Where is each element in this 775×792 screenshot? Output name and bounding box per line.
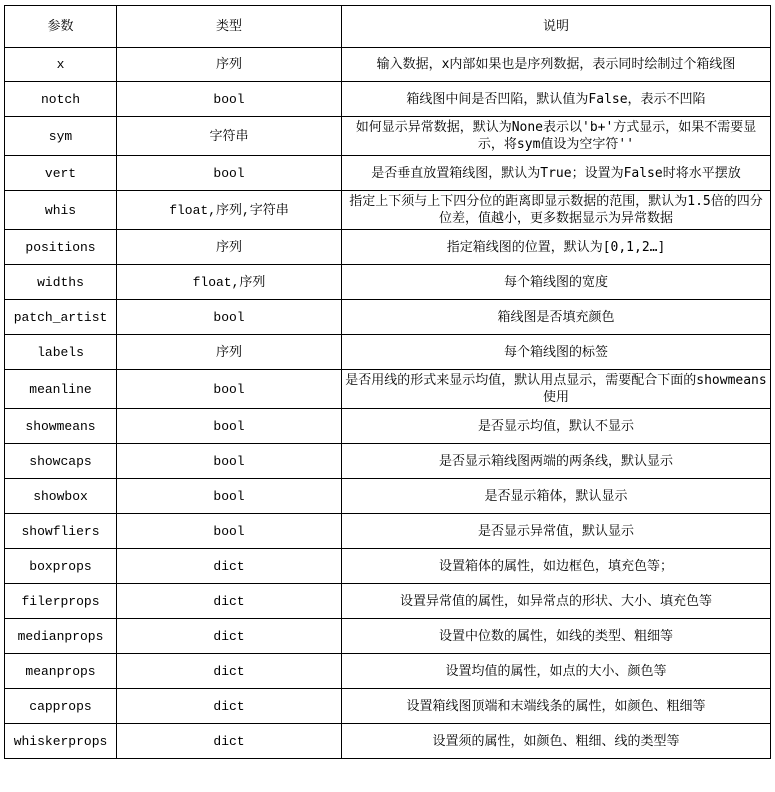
type-cell: 序列 (117, 230, 342, 265)
param-cell: x (5, 48, 117, 82)
table-row (5, 335, 771, 370)
description-cell: 箱线图中间是否凹陷，默认值为False，表示不凹陷 (342, 82, 771, 117)
table-row (5, 689, 771, 724)
table-row (5, 619, 771, 654)
type-cell: dict (117, 549, 342, 584)
table-row (5, 48, 771, 82)
description-cell: 每个箱线图的标签 (342, 335, 771, 370)
table-header-row (5, 6, 771, 48)
type-cell: bool (117, 444, 342, 479)
table-row (5, 549, 771, 584)
description-cell: 是否显示箱体，默认显示 (342, 479, 771, 514)
param-cell: vert (5, 156, 117, 191)
type-cell: bool (117, 82, 342, 117)
table-row (5, 584, 771, 619)
param-cell: medianprops (5, 619, 117, 654)
param-cell: showbox (5, 479, 117, 514)
table-row (5, 191, 771, 230)
header-type: 类型 (117, 6, 342, 48)
description-cell: 如何显示异常数据，默认为None表示以'b+'方式显示，如果不需要显示，将sym值设为空字符'' (342, 117, 771, 156)
description-cell: 输入数据，x内部如果也是序列数据，表示同时绘制过个箱线图 (342, 48, 771, 82)
description-cell: 设置异常值的属性，如异常点的形状、大小、填充色等 (342, 584, 771, 619)
param-cell: whis (5, 191, 117, 230)
type-cell: 序列 (117, 48, 342, 82)
param-cell: labels (5, 335, 117, 370)
boxplot-parameter-table (4, 5, 771, 759)
type-cell: bool (117, 514, 342, 549)
table-row (5, 654, 771, 689)
description-cell: 设置箱体的属性，如边框色，填充色等； (342, 549, 771, 584)
type-cell: bool (117, 409, 342, 444)
type-cell: bool (117, 156, 342, 191)
table-row (5, 156, 771, 191)
table-row (5, 514, 771, 549)
type-cell: 字符串 (117, 117, 342, 156)
description-cell: 是否显示均值，默认不显示 (342, 409, 771, 444)
table-row (5, 82, 771, 117)
table-row (5, 300, 771, 335)
table-row (5, 370, 771, 409)
type-cell: dict (117, 689, 342, 724)
param-cell: showfliers (5, 514, 117, 549)
type-cell: dict (117, 619, 342, 654)
param-cell: whiskerprops (5, 724, 117, 759)
description-cell: 指定箱线图的位置，默认为[0,1,2…] (342, 230, 771, 265)
type-cell: bool (117, 300, 342, 335)
table-row (5, 724, 771, 759)
table-row (5, 265, 771, 300)
param-cell: widths (5, 265, 117, 300)
type-cell: dict (117, 724, 342, 759)
description-cell: 指定上下须与上下四分位的距离即显示数据的范围，默认为1.5倍的四分位差，值越小，更多数据显示为异常数据 (342, 191, 771, 230)
param-cell: showmeans (5, 409, 117, 444)
description-cell: 设置均值的属性，如点的大小、颜色等 (342, 654, 771, 689)
description-cell: 箱线图是否填充颜色 (342, 300, 771, 335)
param-cell: sym (5, 117, 117, 156)
param-cell: meanprops (5, 654, 117, 689)
param-cell: capprops (5, 689, 117, 724)
type-cell: bool (117, 370, 342, 409)
type-cell: 序列 (117, 335, 342, 370)
description-cell: 设置须的属性，如颜色、粗细、线的类型等 (342, 724, 771, 759)
table-row (5, 444, 771, 479)
type-cell: float,序列,字符串 (117, 191, 342, 230)
table-row (5, 409, 771, 444)
table-body (5, 48, 771, 759)
param-cell: meanline (5, 370, 117, 409)
param-cell: showcaps (5, 444, 117, 479)
header-param: 参数 (5, 6, 117, 48)
description-cell: 设置中位数的属性，如线的类型、粗细等 (342, 619, 771, 654)
type-cell: dict (117, 654, 342, 689)
description-cell: 是否用线的形式来显示均值，默认用点显示，需要配合下面的showmeans使用 (342, 370, 771, 409)
table-row (5, 117, 771, 156)
type-cell: dict (117, 584, 342, 619)
param-cell: positions (5, 230, 117, 265)
type-cell: bool (117, 479, 342, 514)
description-cell: 是否显示箱线图两端的两条线，默认显示 (342, 444, 771, 479)
header-desc: 说明 (342, 6, 771, 48)
param-cell: boxprops (5, 549, 117, 584)
type-cell: float,序列 (117, 265, 342, 300)
param-cell: notch (5, 82, 117, 117)
param-cell: patch_artist (5, 300, 117, 335)
description-cell: 是否显示异常值，默认显示 (342, 514, 771, 549)
table-row (5, 230, 771, 265)
description-cell: 每个箱线图的宽度 (342, 265, 771, 300)
description-cell: 是否垂直放置箱线图，默认为True；设置为False时将水平摆放 (342, 156, 771, 191)
description-cell: 设置箱线图顶端和末端线条的属性，如颜色、粗细等 (342, 689, 771, 724)
param-cell: filerprops (5, 584, 117, 619)
table-row (5, 479, 771, 514)
